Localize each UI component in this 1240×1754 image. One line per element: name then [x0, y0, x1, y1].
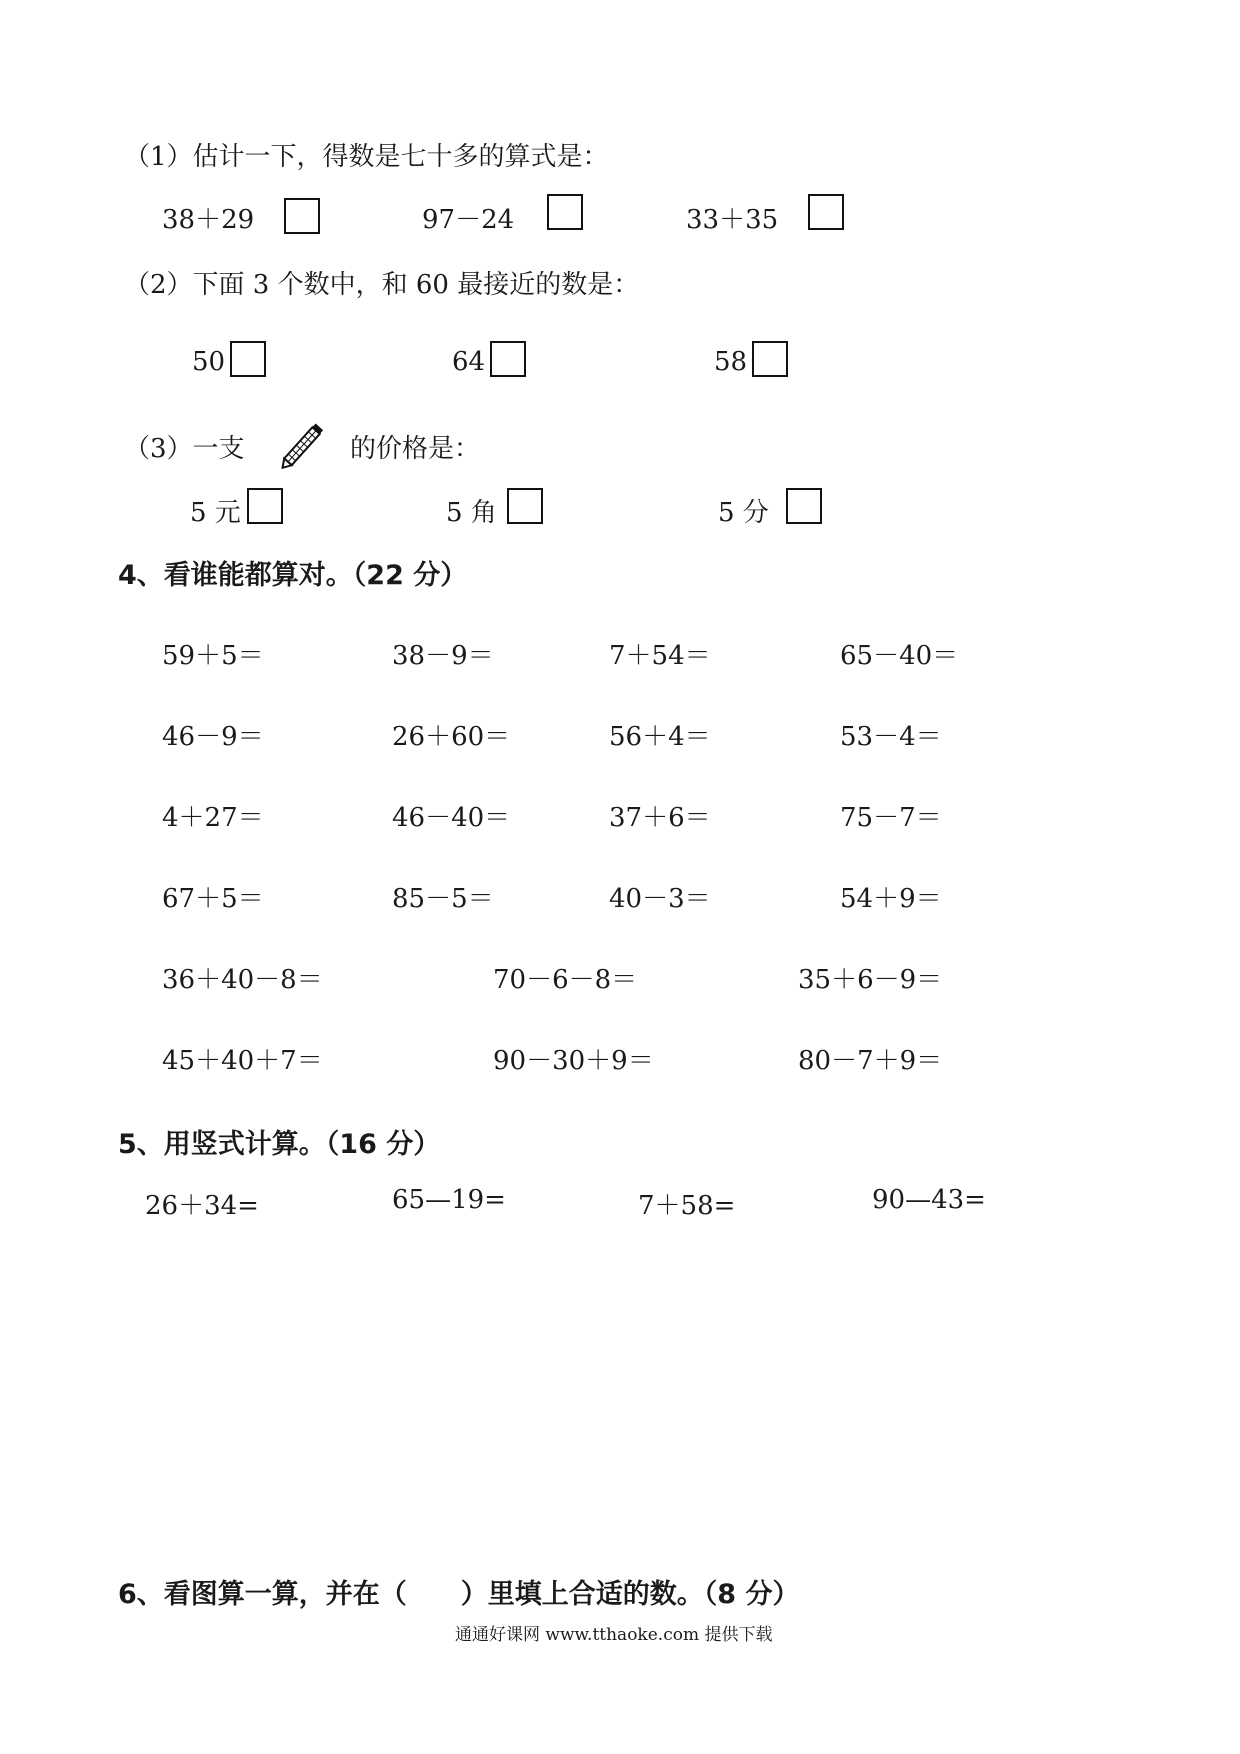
q4-equation: 45＋40＋7＝: [162, 1046, 323, 1076]
q4-equation: 75－7＝: [840, 803, 942, 833]
q4-equation: 59＋5＝: [162, 641, 264, 671]
q5-item: 26＋34=: [145, 1191, 259, 1221]
answer-box[interactable]: [507, 488, 543, 524]
q3-sub1-prompt: （1）估计一下，得数是七十多的算式是：: [124, 142, 609, 172]
q4-equation: 85－5＝: [392, 884, 494, 914]
footer-source: 通通好课网 www.tthaoke.com 提供下载: [455, 1625, 773, 1645]
answer-box[interactable]: [752, 341, 788, 377]
q5-item: 90—43=: [872, 1185, 986, 1215]
q3-sub3-option-2: 5 角: [446, 498, 497, 528]
q4-equation: 80－7＋9＝: [798, 1046, 943, 1076]
q4-equation: 46－9＝: [162, 722, 264, 752]
q4-equation: 56＋4＝: [609, 722, 711, 752]
q4-equation: 26＋60＝: [392, 722, 511, 752]
q3-sub2-option-1: 50: [192, 347, 226, 377]
q4-title: 4、看谁能都算对。（22 分）: [118, 560, 468, 591]
q3-sub3-prompt-before: （3）一支: [124, 434, 245, 464]
answer-box[interactable]: [786, 488, 822, 524]
q3-sub1-option-3: 33＋35: [686, 205, 779, 235]
q4-equation: 53－4＝: [840, 722, 942, 752]
q4-equation: 54＋9＝: [840, 884, 942, 914]
q4-equation: 35＋6－9＝: [798, 965, 943, 995]
q4-equation: 7＋54＝: [609, 641, 711, 671]
q3-sub1-option-2: 97－24: [422, 205, 515, 235]
q4-equation: 37＋6＝: [609, 803, 711, 833]
q4-equation: 4＋27＝: [162, 803, 264, 833]
q3-sub3-option-3: 5 分: [718, 498, 769, 528]
q3-sub3-option-1: 5 元: [190, 498, 241, 528]
answer-box[interactable]: [284, 198, 320, 234]
q4-equation: 38－9＝: [392, 641, 494, 671]
q3-sub2-option-3: 58: [714, 347, 748, 377]
q5-item: 65—19=: [392, 1185, 506, 1215]
q4-equation: 67＋5＝: [162, 884, 264, 914]
answer-box[interactable]: [547, 194, 583, 230]
q4-equation: 40－3＝: [609, 884, 711, 914]
pencil-icon: [274, 416, 334, 472]
q3-sub1-option-1: 38＋29: [162, 205, 255, 235]
answer-box[interactable]: [490, 341, 526, 377]
answer-box[interactable]: [247, 488, 283, 524]
answer-box[interactable]: [230, 341, 266, 377]
q4-equation: 65－40＝: [840, 641, 959, 671]
q4-equation: 70－6－8＝: [493, 965, 638, 995]
q3-sub2-option-2: 64: [452, 347, 486, 377]
answer-box[interactable]: [808, 194, 844, 230]
q3-sub2-prompt: （2）下面 3 个数中，和 60 最接近的数是：: [124, 270, 640, 300]
q4-equation: 90－30＋9＝: [493, 1046, 654, 1076]
q6-title: 6、看图算一算，并在（ ）里填上合适的数。（8 分）: [118, 1579, 800, 1610]
q5-title: 5、用竖式计算。（16 分）: [118, 1129, 441, 1160]
q5-item: 7＋58=: [638, 1191, 736, 1221]
q3-sub3-prompt-after: 的价格是：: [350, 434, 481, 464]
q4-equation: 46－40＝: [392, 803, 511, 833]
q4-equation: 36＋40－8＝: [162, 965, 323, 995]
